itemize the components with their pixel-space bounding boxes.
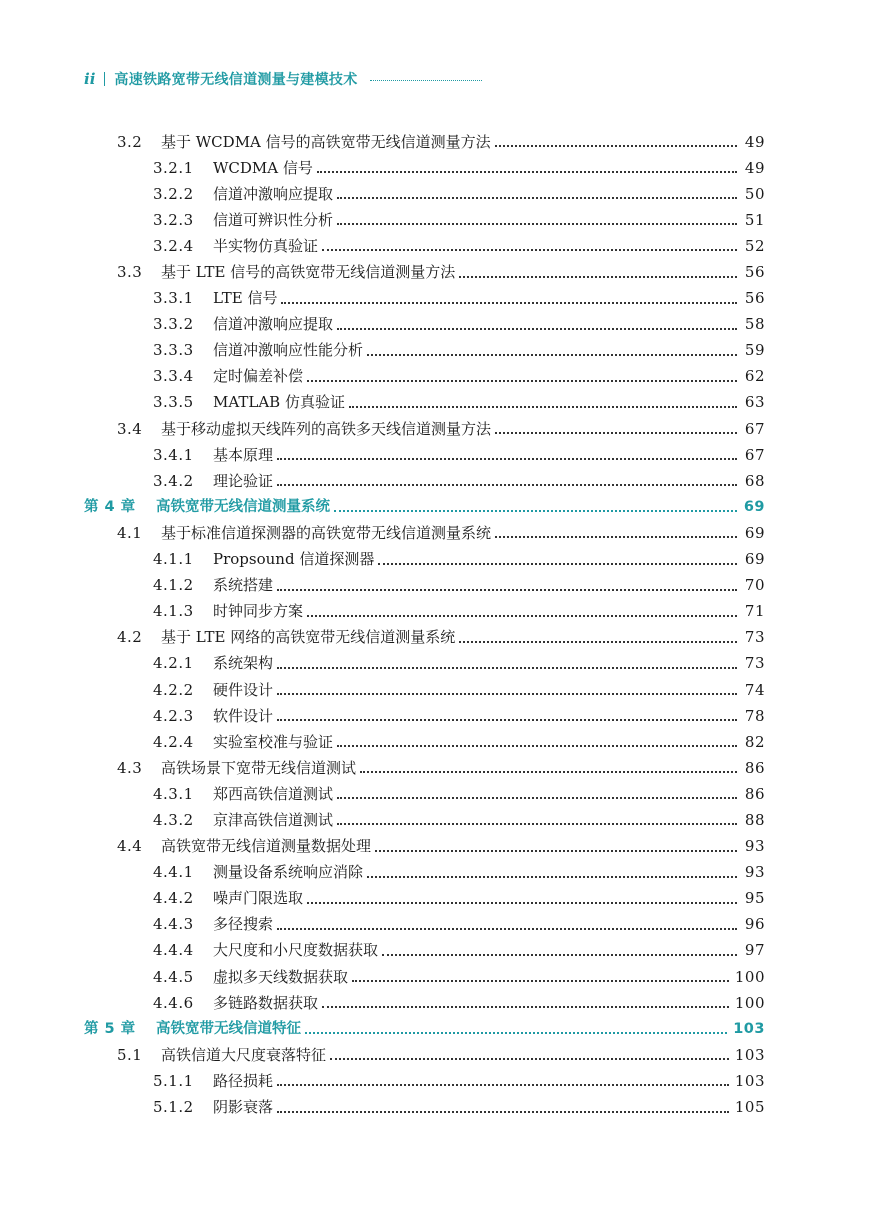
toc-entry-page: 69 bbox=[743, 499, 765, 516]
toc-entry-page: 63 bbox=[744, 393, 765, 412]
toc-entry-title: 多径搜索 bbox=[213, 915, 274, 934]
toc-entry-title: 路径损耗 bbox=[213, 1071, 274, 1090]
toc-dot-leader bbox=[277, 693, 737, 695]
toc-entry-title: 京津高铁信道测试 bbox=[213, 810, 334, 829]
toc-entry-sub[interactable] bbox=[0, 390, 869, 416]
toc-entry-number: 4.2.3 bbox=[153, 706, 194, 725]
toc-entry-sub[interactable] bbox=[0, 651, 869, 677]
toc-dot-leader bbox=[459, 641, 737, 643]
toc-entry-sub[interactable] bbox=[0, 155, 869, 181]
toc-entry-title: 实验室校准与验证 bbox=[213, 732, 334, 751]
toc-dot-leader bbox=[277, 719, 737, 721]
toc-dot-leader bbox=[337, 797, 737, 799]
toc-dot-leader bbox=[367, 876, 737, 878]
toc-entry-title: 噪声门限选取 bbox=[213, 889, 304, 908]
toc-entry-section[interactable] bbox=[0, 834, 869, 860]
toc-entry-number: 3.2 bbox=[117, 132, 143, 151]
toc-dot-leader bbox=[281, 302, 737, 304]
toc-dot-leader bbox=[317, 171, 737, 173]
toc-entry-title: 软件设计 bbox=[213, 706, 274, 725]
header-separator bbox=[104, 72, 105, 86]
toc-entry-title: 基于 LTE 信号的高铁宽带无线信道测量方法 bbox=[161, 263, 456, 282]
toc-dot-leader bbox=[349, 406, 737, 408]
toc-entry-sub[interactable] bbox=[0, 1068, 869, 1094]
toc-dot-leader bbox=[334, 510, 737, 512]
toc-entry-number: 4.3.2 bbox=[153, 810, 194, 829]
running-header bbox=[84, 68, 482, 90]
toc-dot-leader bbox=[337, 328, 737, 330]
toc-dot-leader bbox=[337, 823, 737, 825]
toc-entry-title: 高铁宽带无线信道特征 bbox=[156, 1020, 301, 1037]
toc-dot-leader bbox=[277, 667, 737, 669]
toc-entry-page: 49 bbox=[744, 158, 765, 177]
toc-entry-number: 5.1 bbox=[117, 1045, 143, 1064]
toc-entry-number: 4.3 bbox=[117, 758, 143, 777]
toc-entry-sub[interactable] bbox=[0, 860, 869, 886]
toc-entry-sub[interactable] bbox=[0, 781, 869, 807]
toc-entry-number: 4.2.2 bbox=[153, 680, 194, 699]
toc-dot-leader bbox=[360, 771, 737, 773]
toc-entry-number: 4.4.6 bbox=[153, 993, 194, 1012]
toc-entry-page: 52 bbox=[744, 236, 765, 255]
toc-dot-leader bbox=[495, 432, 737, 434]
toc-entry-number: 4.1 bbox=[117, 523, 143, 542]
toc-entry-page: 96 bbox=[744, 915, 765, 934]
toc-entry-section[interactable] bbox=[0, 520, 869, 546]
toc-dot-leader bbox=[352, 980, 729, 982]
toc-entry-page: 93 bbox=[744, 863, 765, 882]
page-number: ii bbox=[84, 70, 96, 88]
toc-entry-sub[interactable] bbox=[0, 703, 869, 729]
toc-entry-page: 73 bbox=[744, 628, 765, 647]
toc-entry-title: Propsound 信道探测器 bbox=[213, 550, 375, 569]
toc-entry-sub[interactable] bbox=[0, 912, 869, 938]
toc-entry-chapter[interactable] bbox=[0, 1016, 869, 1042]
toc-entry-title: 大尺度和小尺度数据获取 bbox=[213, 941, 379, 960]
toc-entry-number: 3.3.5 bbox=[153, 393, 194, 412]
toc-entry-title: MATLAB 仿真验证 bbox=[213, 393, 345, 412]
toc-dot-leader bbox=[305, 1032, 727, 1034]
toc-entry-page: 86 bbox=[744, 758, 765, 777]
toc-entry-number: 3.3.2 bbox=[153, 315, 194, 334]
toc-dot-leader bbox=[337, 223, 737, 225]
toc-entry-title: 基于 WCDMA 信号的高铁宽带无线信道测量方法 bbox=[161, 132, 491, 151]
toc-entry-title: 信道冲激响应提取 bbox=[213, 184, 334, 203]
toc-entry-page: 73 bbox=[744, 654, 765, 673]
toc-entry-sub[interactable] bbox=[0, 938, 869, 964]
toc-entry-number: 3.2.3 bbox=[153, 210, 194, 229]
toc-entry-number: 4.4.4 bbox=[153, 941, 194, 960]
toc-entry-chapter[interactable] bbox=[0, 494, 869, 520]
toc-entry-number: 4.2.4 bbox=[153, 732, 194, 751]
toc-entry-page: 58 bbox=[744, 315, 765, 334]
toc-entry-number: 3.3.1 bbox=[153, 289, 194, 308]
toc-dot-leader bbox=[277, 1111, 729, 1113]
toc-entry-sub[interactable] bbox=[0, 338, 869, 364]
toc-entry-section[interactable] bbox=[0, 625, 869, 651]
toc-entry-number: 5.1.2 bbox=[153, 1098, 194, 1117]
toc-entry-page: 68 bbox=[744, 471, 765, 490]
toc-entry-number: 3.3 bbox=[117, 263, 143, 282]
toc-entry-number: 4.1.1 bbox=[153, 550, 194, 569]
toc-entry-title: 高铁宽带无线信道测量系统 bbox=[156, 499, 330, 516]
toc-dot-leader bbox=[277, 458, 737, 460]
toc-entry-page: 62 bbox=[744, 367, 765, 386]
toc-entry-page: 103 bbox=[734, 1045, 765, 1064]
toc-entry-page: 59 bbox=[744, 341, 765, 360]
toc-entry-page: 95 bbox=[744, 889, 765, 908]
toc-dot-leader bbox=[277, 928, 737, 930]
toc-entry-title: 基于标准信道探测器的高铁宽带无线信道测量系统 bbox=[161, 523, 492, 542]
toc-entry-page: 103 bbox=[734, 1071, 765, 1090]
toc-entry-sub[interactable] bbox=[0, 233, 869, 259]
toc-entry-number: 3.2.4 bbox=[153, 236, 194, 255]
toc-dot-leader bbox=[322, 249, 737, 251]
toc-entry-number: 4.3.1 bbox=[153, 784, 194, 803]
toc-entry-page: 56 bbox=[744, 263, 765, 282]
toc-entry-title: 系统架构 bbox=[213, 654, 274, 673]
toc-entry-title: LTE 信号 bbox=[213, 289, 278, 308]
toc-entry-number: 4.4.1 bbox=[153, 863, 194, 882]
toc-dot-leader bbox=[307, 380, 737, 382]
toc-entry-page: 105 bbox=[734, 1098, 765, 1117]
toc-entry-page: 74 bbox=[744, 680, 765, 699]
toc-dot-leader bbox=[307, 615, 737, 617]
toc-entry-sub[interactable] bbox=[0, 677, 869, 703]
toc-entry-number: 3.4.2 bbox=[153, 471, 194, 490]
toc-dot-leader bbox=[277, 589, 737, 591]
toc-entry-sub[interactable] bbox=[0, 729, 869, 755]
book-title: 高速铁路宽带无线信道测量与建模技术 bbox=[114, 72, 358, 88]
toc-entry-sub[interactable] bbox=[0, 886, 869, 912]
toc-entry-number: 3.3.3 bbox=[153, 341, 194, 360]
toc-entry-sub[interactable] bbox=[0, 181, 869, 207]
toc-entry-sub[interactable] bbox=[0, 573, 869, 599]
toc-entry-number: 第 4 章 bbox=[84, 499, 136, 516]
table-of-contents bbox=[0, 129, 869, 1121]
toc-entry-page: 70 bbox=[744, 576, 765, 595]
toc-entry-page: 50 bbox=[744, 184, 765, 203]
toc-entry-title: 时钟同步方案 bbox=[213, 602, 304, 621]
toc-entry-page: 97 bbox=[744, 941, 765, 960]
toc-entry-title: 信道冲激响应提取 bbox=[213, 315, 334, 334]
toc-entry-page: 78 bbox=[744, 706, 765, 725]
toc-entry-number: 4.4.5 bbox=[153, 967, 194, 986]
toc-entry-section[interactable] bbox=[0, 259, 869, 285]
toc-entry-number: 4.4 bbox=[117, 837, 143, 856]
toc-entry-title: 郑西高铁信道测试 bbox=[213, 784, 334, 803]
toc-entry-sub[interactable] bbox=[0, 964, 869, 990]
toc-entry-title: 系统搭建 bbox=[213, 576, 274, 595]
toc-entry-title: 信道冲激响应性能分析 bbox=[213, 341, 364, 360]
toc-entry-section[interactable] bbox=[0, 129, 869, 155]
toc-entry-title: 高铁信道大尺度衰落特征 bbox=[161, 1045, 327, 1064]
toc-entry-sub[interactable] bbox=[0, 1094, 869, 1120]
toc-entry-title: 硬件设计 bbox=[213, 680, 274, 699]
toc-entry-title: 理论验证 bbox=[213, 471, 274, 490]
toc-entry-title: 测量设备系统响应消除 bbox=[213, 863, 364, 882]
toc-dot-leader bbox=[378, 563, 737, 565]
toc-entry-sub[interactable] bbox=[0, 807, 869, 833]
toc-entry-number: 4.2 bbox=[117, 628, 143, 647]
toc-entry-sub[interactable] bbox=[0, 599, 869, 625]
toc-entry-sub[interactable] bbox=[0, 442, 869, 468]
toc-entry-title: 信道可辨识性分析 bbox=[213, 210, 334, 229]
toc-dot-leader bbox=[495, 145, 737, 147]
toc-dot-leader bbox=[375, 850, 737, 852]
toc-dot-leader bbox=[459, 276, 737, 278]
toc-entry-page: 82 bbox=[744, 732, 765, 751]
toc-entry-section[interactable] bbox=[0, 416, 869, 442]
toc-entry-page: 67 bbox=[744, 419, 765, 438]
toc-entry-page: 49 bbox=[744, 132, 765, 151]
toc-entry-title: 定时偏差补偿 bbox=[213, 367, 304, 386]
toc-entry-section[interactable] bbox=[0, 1042, 869, 1068]
toc-entry-number: 4.4.3 bbox=[153, 915, 194, 934]
toc-dot-leader bbox=[277, 1084, 729, 1086]
toc-entry-title: WCDMA 信号 bbox=[213, 158, 313, 177]
toc-dot-leader bbox=[322, 1006, 729, 1008]
toc-entry-page: 93 bbox=[744, 837, 765, 856]
toc-entry-page: 69 bbox=[744, 550, 765, 569]
toc-entry-title: 虚拟多天线数据获取 bbox=[213, 967, 349, 986]
toc-entry-sub[interactable] bbox=[0, 312, 869, 338]
toc-dot-leader bbox=[337, 197, 737, 199]
toc-entry-sub[interactable] bbox=[0, 207, 869, 233]
toc-entry-title: 高铁宽带无线信道测量数据处理 bbox=[161, 837, 372, 856]
toc-entry-title: 基本原理 bbox=[213, 445, 274, 464]
toc-entry-number: 4.4.2 bbox=[153, 889, 194, 908]
toc-entry-section[interactable] bbox=[0, 755, 869, 781]
toc-entry-page: 51 bbox=[744, 210, 765, 229]
toc-dot-leader bbox=[307, 902, 737, 904]
toc-entry-title: 半实物仿真验证 bbox=[213, 236, 319, 255]
toc-entry-number: 3.4.1 bbox=[153, 445, 194, 464]
toc-dot-leader bbox=[382, 954, 737, 956]
toc-entry-number: 3.4 bbox=[117, 419, 143, 438]
toc-entry-title: 基于 LTE 网络的高铁宽带无线信道测量系统 bbox=[161, 628, 456, 647]
toc-entry-number: 3.2.1 bbox=[153, 158, 194, 177]
toc-entry-number: 4.1.2 bbox=[153, 576, 194, 595]
toc-dot-leader bbox=[277, 484, 737, 486]
toc-dot-leader bbox=[330, 1058, 729, 1060]
toc-entry-sub[interactable] bbox=[0, 286, 869, 312]
toc-dot-leader bbox=[337, 745, 737, 747]
header-dotted-rule bbox=[370, 80, 482, 81]
toc-entry-page: 67 bbox=[744, 445, 765, 464]
toc-entry-page: 103 bbox=[733, 1020, 765, 1037]
toc-entry-number: 4.1.3 bbox=[153, 602, 194, 621]
toc-dot-leader bbox=[367, 354, 737, 356]
toc-entry-title: 阴影衰落 bbox=[213, 1098, 274, 1117]
toc-entry-title: 基于移动虚拟天线阵列的高铁多天线信道测量方法 bbox=[161, 419, 492, 438]
toc-entry-number: 3.3.4 bbox=[153, 367, 194, 386]
toc-entry-page: 88 bbox=[744, 810, 765, 829]
toc-entry-page: 56 bbox=[744, 289, 765, 308]
toc-entry-page: 69 bbox=[744, 523, 765, 542]
toc-entry-title: 多链路数据获取 bbox=[213, 993, 319, 1012]
toc-entry-page: 86 bbox=[744, 784, 765, 803]
toc-entry-page: 100 bbox=[734, 993, 765, 1012]
toc-entry-page: 71 bbox=[744, 602, 765, 621]
toc-entry-number: 4.2.1 bbox=[153, 654, 194, 673]
toc-entry-number: 3.2.2 bbox=[153, 184, 194, 203]
toc-entry-sub[interactable] bbox=[0, 364, 869, 390]
toc-entry-sub[interactable] bbox=[0, 468, 869, 494]
toc-entry-sub[interactable] bbox=[0, 990, 869, 1016]
toc-entry-sub[interactable] bbox=[0, 547, 869, 573]
toc-dot-leader bbox=[495, 536, 737, 538]
toc-entry-number: 第 5 章 bbox=[84, 1020, 136, 1037]
toc-entry-title: 高铁场景下宽带无线信道测试 bbox=[161, 758, 357, 777]
toc-entry-page: 100 bbox=[734, 967, 765, 986]
toc-entry-number: 5.1.1 bbox=[153, 1071, 194, 1090]
